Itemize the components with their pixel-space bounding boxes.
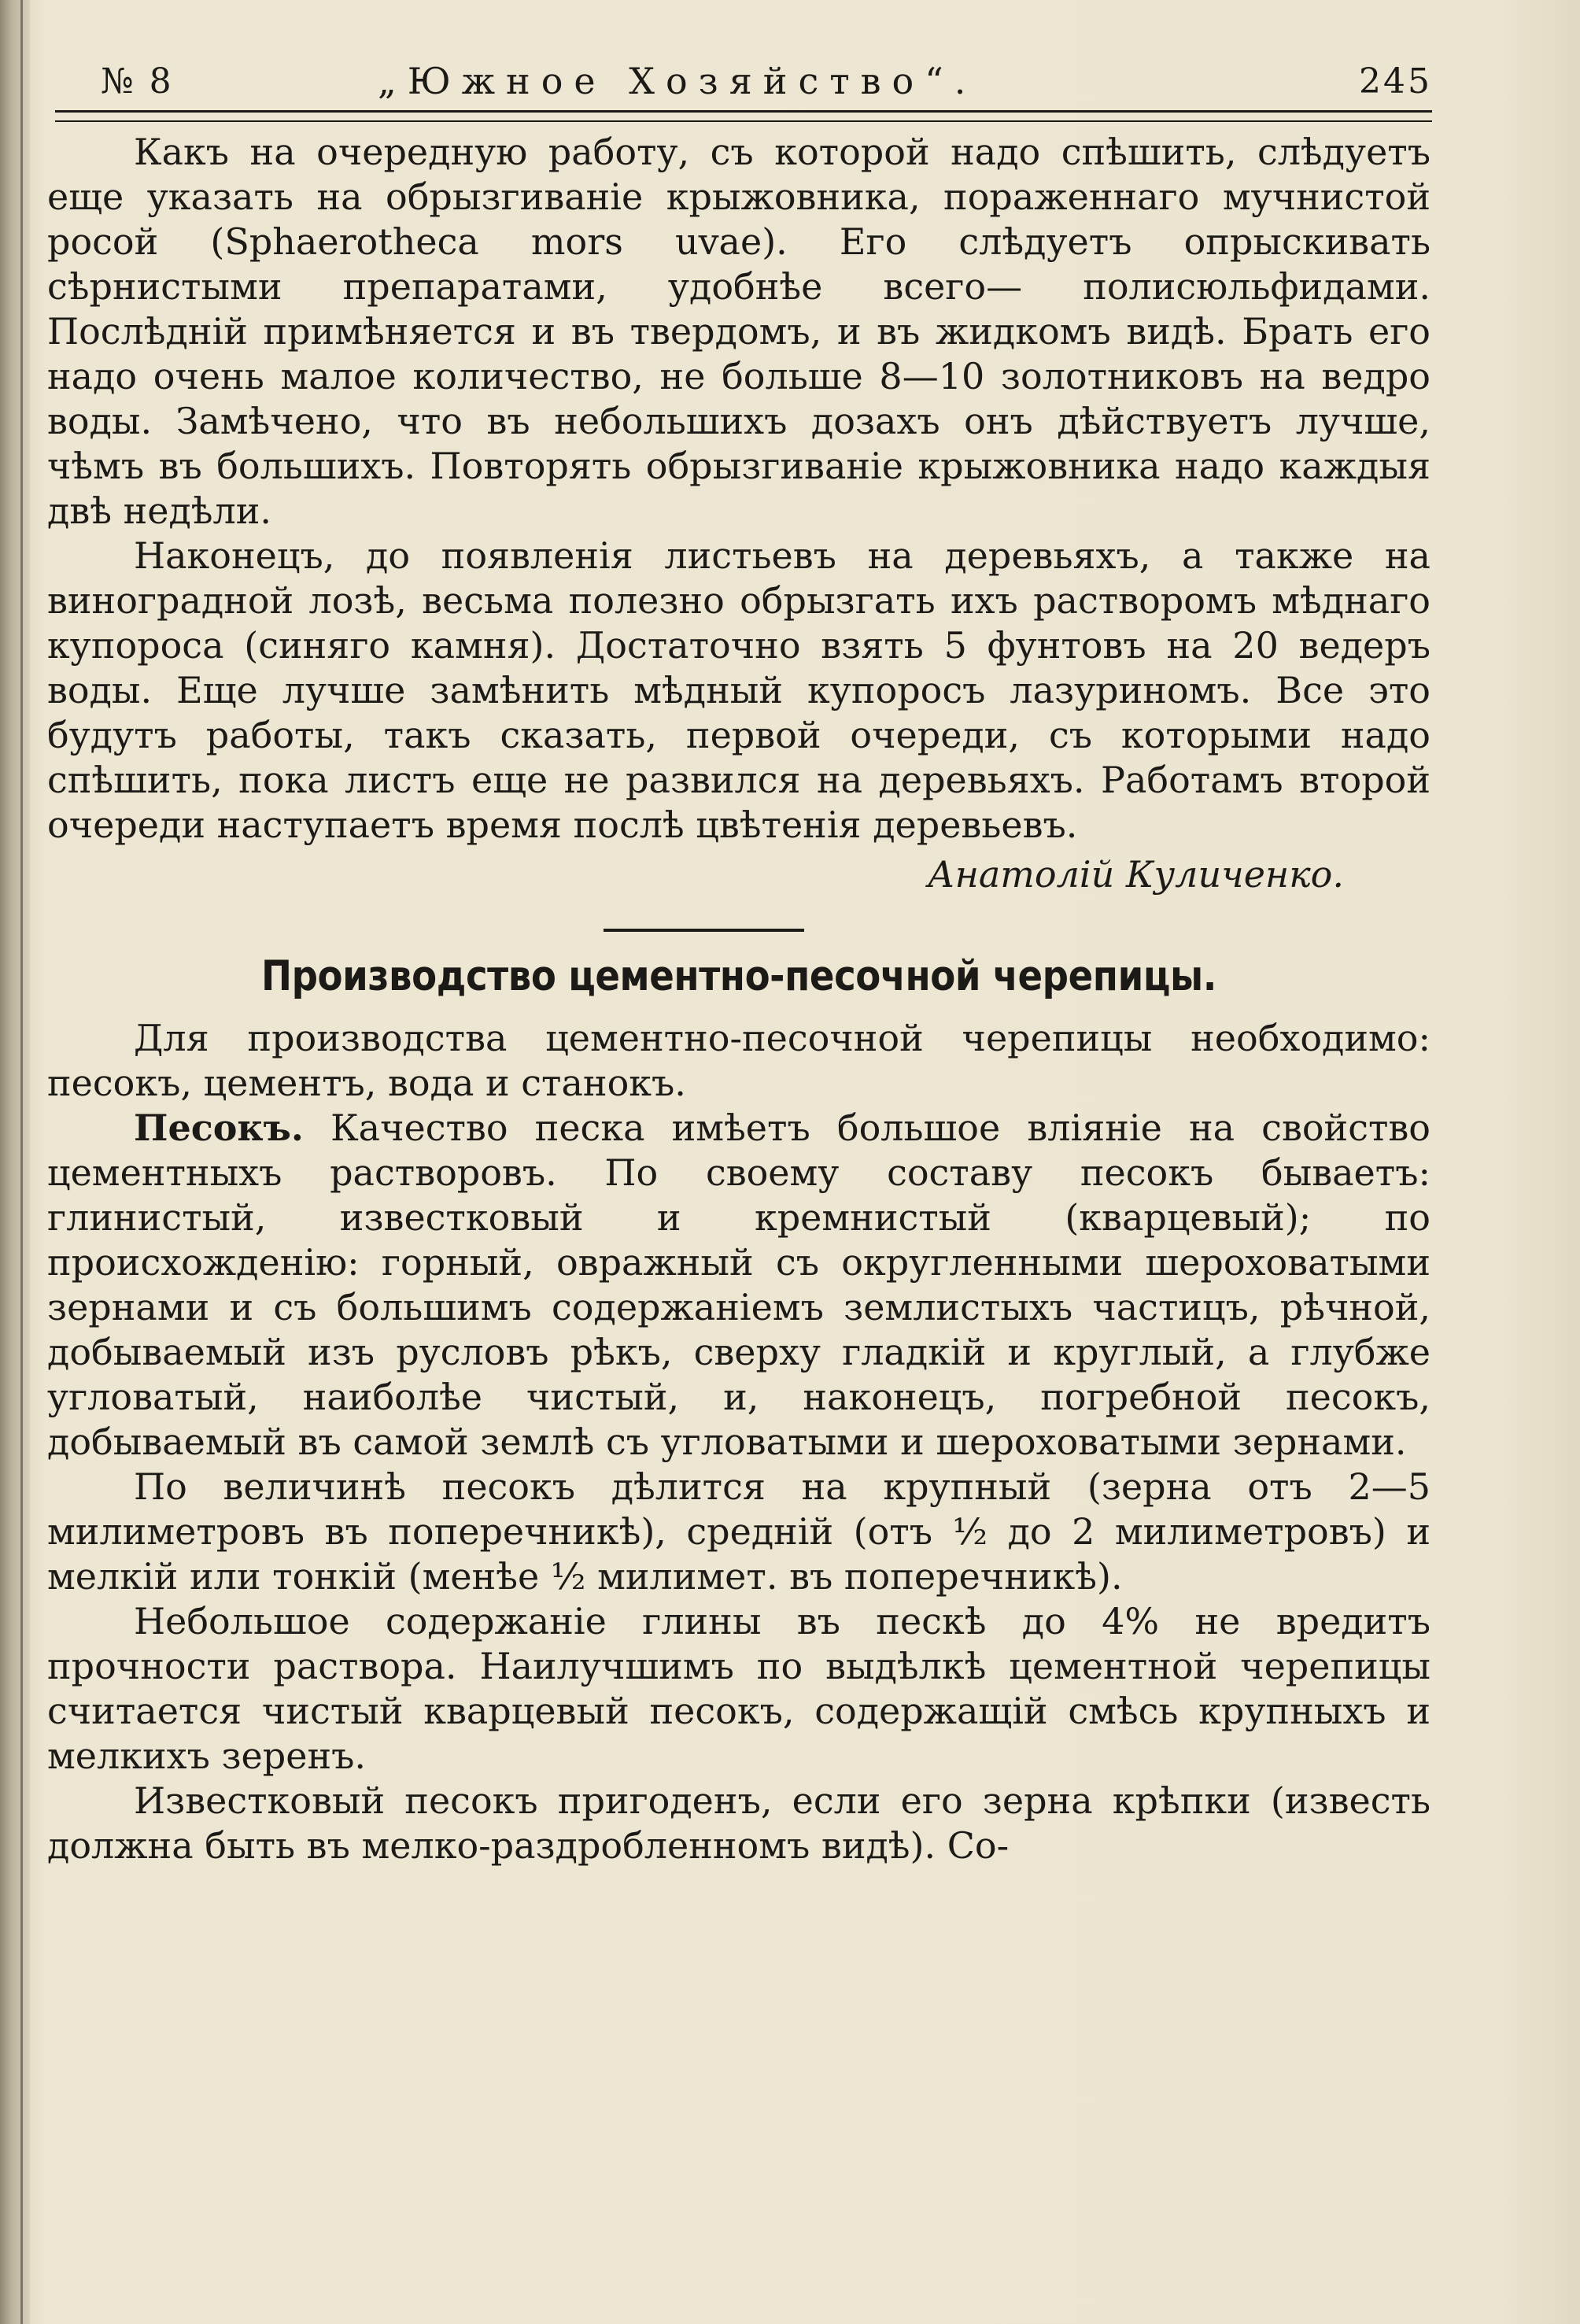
article1-paragraph-1: Какъ на очередную работу, съ которой надо спѣшить, слѣдуетъ еще указать на обрызгиваніе крыжовника, пораженнаго мучнистой росой (Sphaerotheca mors uvae). Его слѣдуетъ опрыскивать сѣрнистыми препаратами, удобнѣе всего— полисюльфидами. Послѣдній примѣняется и въ твердомъ, и въ жидкомъ видѣ. Брать его надо очень малое количество, не больше 8—10 золотниковъ на ведро воды. Замѣчено, что въ небольшихъ дозахъ онъ дѣйствуетъ лучше, чѣмъ въ большихъ. Повторять обрызгиваніе крыжовника надо каждыя двѣ недѣли. bbox=[47, 131, 1430, 532]
article2-paragraph-clay: Небольшое содержаніе глины въ пескѣ до 4% не вредитъ прочности раствора. Наилучшимъ по выдѣлкѣ цементной черепицы считается чистый кварцевый песокъ, содержащій смѣсь крупныхъ и мелкихъ зеренъ. bbox=[47, 1600, 1430, 1777]
article2-intro: Для производства цементно-песочной черепицы необходимо: песокъ, цементъ, вода и станокъ. bbox=[47, 1017, 1430, 1104]
page-number: 245 bbox=[1359, 61, 1432, 102]
issue-number: № 8 bbox=[101, 61, 174, 102]
article2-sand-paragraph bbox=[47, 1106, 1430, 1465]
sand-label: Песокъ. bbox=[134, 1107, 304, 1149]
journal-title: „Южное Хозяйство“. bbox=[378, 60, 977, 102]
article2-title: Производство цементно-песочной черепицы. bbox=[261, 952, 1216, 1000]
article1-paragraph-2: Наконецъ, до появленія листьевъ на деревьяхъ, а также на виноградной лозѣ, весьма полезно обрызгать ихъ растворомъ мѣднаго купороса (синяго камня). Достаточно взять 5 фунтовъ на 20 ведеръ воды. Еще лучше замѣнить мѣдный купоросъ лазуриномъ. Все это будутъ работы, такъ сказать, первой очереди, съ которыми надо спѣшить, пока листъ еще не развился на деревьяхъ. Работамъ второй очереди наступаетъ время послѣ цвѣтенія деревьевъ. bbox=[47, 534, 1430, 846]
section-divider bbox=[604, 929, 804, 932]
article2-paragraph-limestone: Известковый песокъ пригоденъ, если его зерна крѣпки (известь должна быть въ мелко-раздробленномъ видѣ). Со- bbox=[47, 1779, 1430, 1867]
author-signature: Анатолій Куличенко. bbox=[927, 853, 1344, 896]
book-spine bbox=[0, 0, 30, 2324]
header-double-rule bbox=[55, 110, 1432, 122]
article2-paragraph-grain-size: По величинѣ песокъ дѣлится на крупный (зерна отъ 2—5 милиметровъ въ поперечникѣ), средній (отъ ½ до 2 милиметровъ) и мелкій или тонкій (менѣе ½ милимет. въ поперечникѣ). bbox=[47, 1465, 1430, 1598]
sand-text: Качество песка имѣетъ большое вліяніе на свойство цементныхъ растворовъ. По своему составу песокъ бываетъ: глинистый, известковый и кремнистый (кварцевый); по происхожденію: горный, овражный съ округленными шероховатыми зернами и съ большимъ содержаніемъ землистыхъ частицъ, рѣчной, добываемый изъ русловъ рѣкъ, сверху гладкій и круглый, а глубже угловатый, наиболѣе чистый, и, наконецъ, погребной песокъ, добываемый въ самой землѣ съ угловатыми и шероховатыми зернами. bbox=[47, 1107, 1430, 1463]
page-body bbox=[47, 130, 1430, 1868]
running-header bbox=[55, 55, 1432, 110]
